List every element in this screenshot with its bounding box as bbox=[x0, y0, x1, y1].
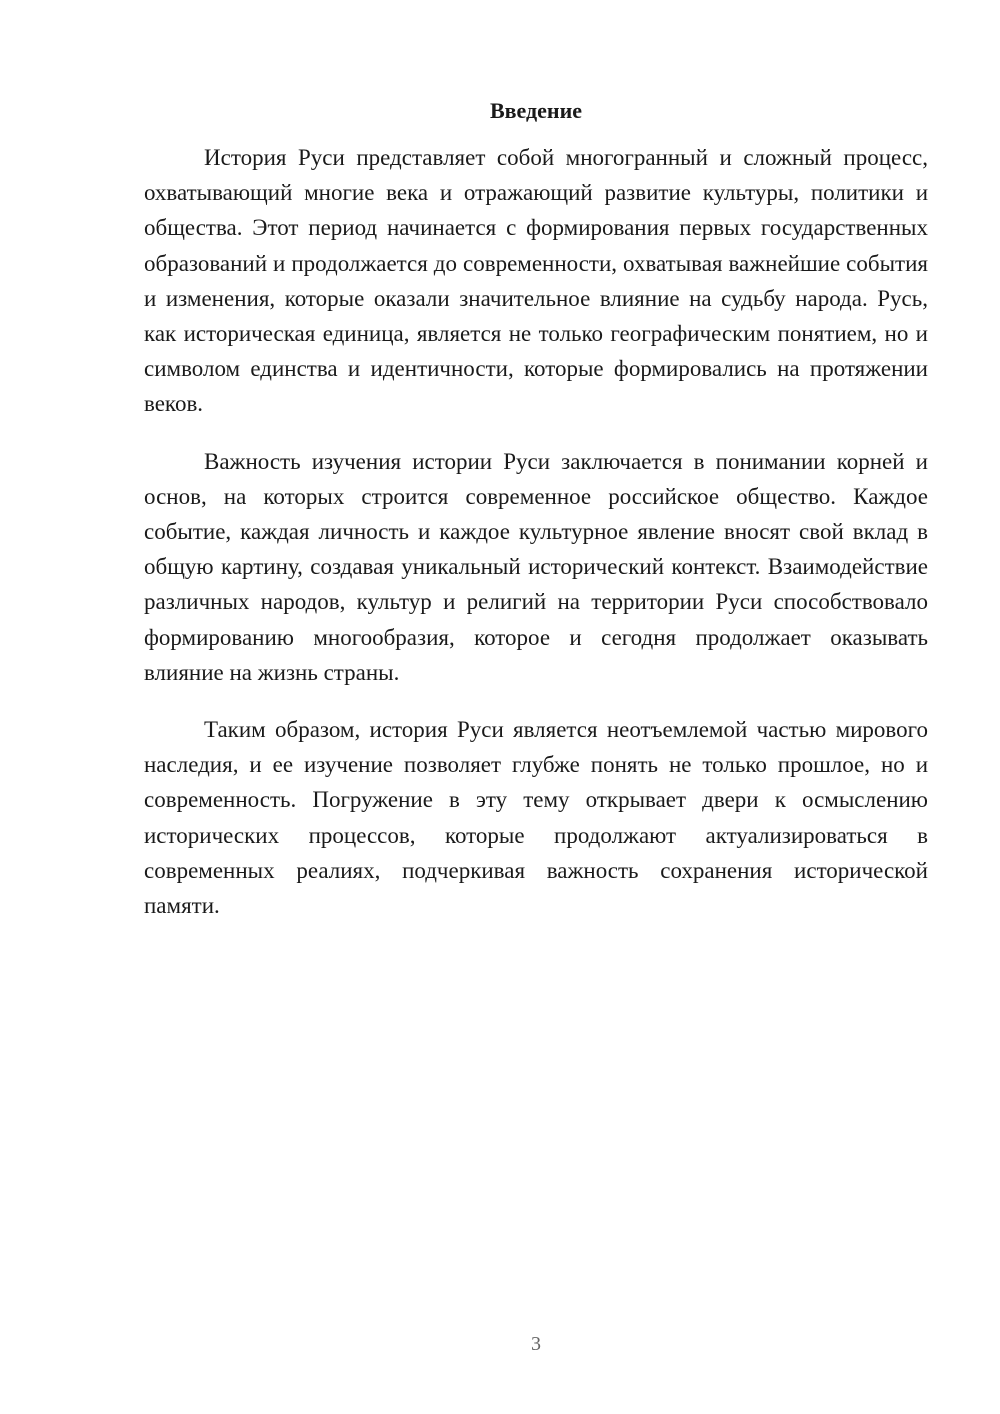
paragraph-3: Таким образом, история Руси является неотъемлемой частью мирового наследия, и ее изучение позволяет глубже понять не только прошлое, но и современность. Погружение в эту тему открывает двери к осмыслению исторических процессов, которые продолжают актуализироваться в современных реалиях, подчеркивая важность сохранения исторической памяти. bbox=[144, 717, 928, 919]
page-number: 3 bbox=[531, 1333, 541, 1355]
page-content bbox=[144, 96, 928, 945]
paragraph-1: История Руси представляет собой многогранный и сложный процесс, охватывающий многие века и отражающий развитие культуры, политики и общества. Этот период начинается с формирования первых государственных образований и продолжается до современности, охватывая важнейшие события и изменения, которые оказали значительное влияние на судьбу народа. Русь, как историческая единица, является не только географическим понятием, но и символом единства и идентичности, которые формировались на протяжении веков. bbox=[144, 145, 928, 417]
section-title: Введение bbox=[489, 98, 583, 123]
paragraph-2: Важность изучения истории Руси заключается в понимании корней и основ, на которых строится современное российское общество. Каждое событие, каждая личность и каждое культурное явление вносят свой вклад в общую картину, создавая уникальный исторический контекст. Взаимодействие различных народов, культур и религий на территории Руси способствовало формированию многообразия, которое и сегодня продолжает оказывать влияние на жизнь страны. bbox=[144, 448, 928, 685]
